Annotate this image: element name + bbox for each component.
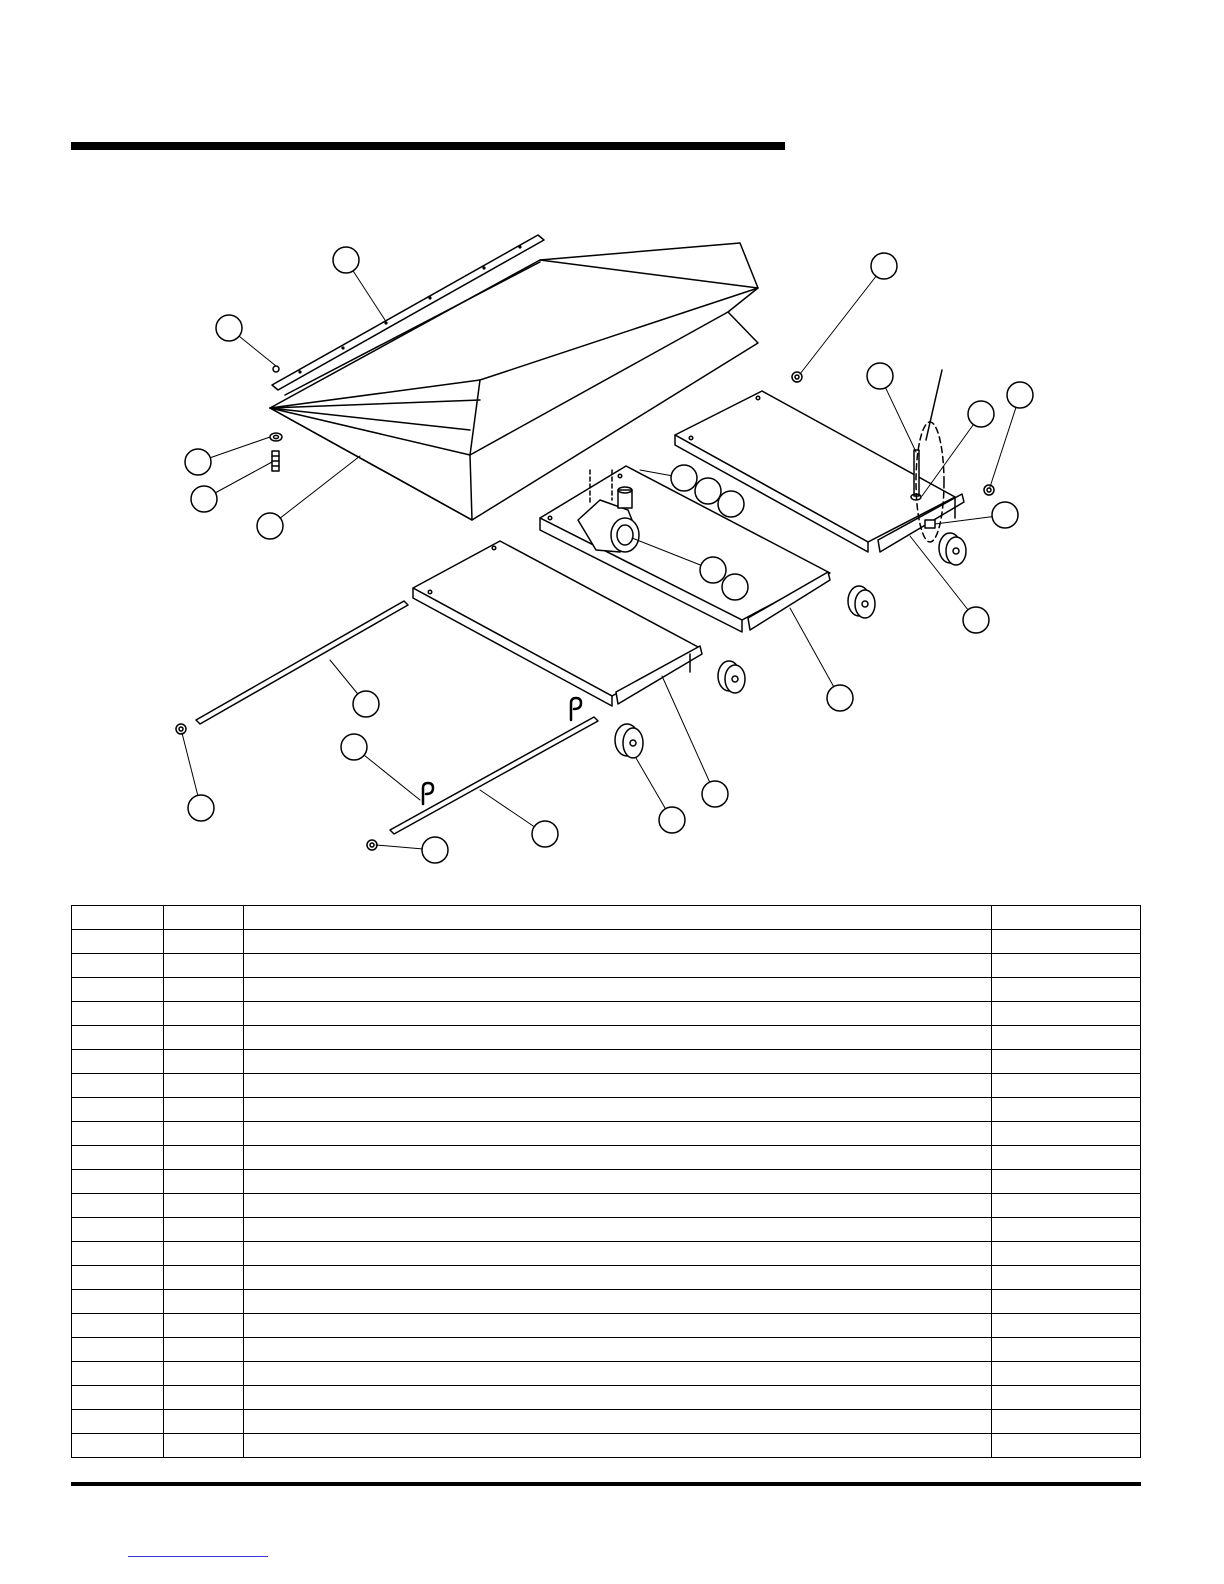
table-cell [164,1218,244,1242]
table-cell [164,1242,244,1266]
table-cell [244,1290,992,1314]
table-cell [992,1410,1141,1434]
table-cell [992,1146,1141,1170]
table-row [72,1434,1141,1458]
table-cell [992,978,1141,1002]
table-cell [992,1242,1141,1266]
table-row [72,1002,1141,1026]
table-cell [72,1434,164,1458]
table-cell [72,954,164,978]
table-row [72,1338,1141,1362]
table-cell [72,930,164,954]
table-cell [244,1074,992,1098]
table-cell [244,1050,992,1074]
table-cell [244,1170,992,1194]
table-cell [72,1242,164,1266]
table-row [72,1386,1141,1410]
table-cell [164,1386,244,1410]
table-row [72,1122,1141,1146]
table-cell [244,1194,992,1218]
table-cell [164,1410,244,1434]
table-cell [164,906,244,930]
table-cell [72,1386,164,1410]
table-row [72,1098,1141,1122]
table-row [72,1146,1141,1170]
table-cell [72,1314,164,1338]
table-cell [992,1050,1141,1074]
table-row [72,1194,1141,1218]
hitch-pins [423,698,581,804]
table-row [72,1290,1141,1314]
table-cell [992,1170,1141,1194]
table-row [72,1362,1141,1386]
table-row [72,906,1141,930]
table-cell [164,1434,244,1458]
table-cell [164,1266,244,1290]
table-cell [72,978,164,1002]
table-cell [992,1314,1141,1338]
table-cell [244,930,992,954]
table-cell [164,1290,244,1314]
bottom-rule [71,1482,1141,1486]
table-cell [244,1362,992,1386]
table-cell [992,1386,1141,1410]
table-cell [992,954,1141,978]
table-cell [244,1122,992,1146]
table-cell [164,1122,244,1146]
table-cell [72,1026,164,1050]
table-cell [164,1314,244,1338]
table-cell [72,1290,164,1314]
footer-link-underline[interactable] [128,1556,268,1557]
table-cell [244,1266,992,1290]
table-cell [72,1194,164,1218]
table-cell [72,1266,164,1290]
table-row [72,1074,1141,1098]
table-cell [72,1074,164,1098]
table-cell [164,978,244,1002]
table-cell [992,1218,1141,1242]
table-row [72,1242,1141,1266]
table-cell [164,1194,244,1218]
table-cell [992,1290,1141,1314]
table-cell [244,1002,992,1026]
table-cell [992,1434,1141,1458]
table-cell [244,978,992,1002]
table-cell [72,1146,164,1170]
table-cell [164,1050,244,1074]
table-cell [992,1194,1141,1218]
table-cell [244,1410,992,1434]
table-row [72,1218,1141,1242]
table-cell [164,1338,244,1362]
table-cell [992,1266,1141,1290]
table-cell [72,1122,164,1146]
table-cell [992,906,1141,930]
table-cell [244,1026,992,1050]
table-cell [164,1170,244,1194]
table-cell [244,1386,992,1410]
table-cell [244,1218,992,1242]
table-cell [992,1074,1141,1098]
table-cell [244,954,992,978]
table-cell [164,930,244,954]
table-cell [72,1362,164,1386]
table-cell [992,1098,1141,1122]
table-cell [72,1170,164,1194]
table-cell [244,1314,992,1338]
table-cell [72,1050,164,1074]
table-row [72,930,1141,954]
table-row [72,978,1141,1002]
table-row [72,1170,1141,1194]
table-cell [72,1410,164,1434]
table-cell [164,1002,244,1026]
table-cell [72,1098,164,1122]
table-cell [244,1098,992,1122]
table-cell [164,1362,244,1386]
table-cell [164,954,244,978]
table-cell [992,930,1141,954]
table-cell [164,1146,244,1170]
table-row [72,1026,1141,1050]
table-cell [992,1122,1141,1146]
table-row [72,1314,1141,1338]
table-cell [164,1098,244,1122]
table-cell [72,1218,164,1242]
table-cell [244,1338,992,1362]
table-cell [244,1242,992,1266]
table-row [72,1266,1141,1290]
table-cell [72,1338,164,1362]
table-cell [992,1002,1141,1026]
table-row [72,954,1141,978]
table-cell [244,906,992,930]
table-cell [72,1002,164,1026]
table-cell [244,1146,992,1170]
table-cell [164,1026,244,1050]
parts-list-table [71,905,1141,1458]
table-cell [992,1026,1141,1050]
table-cell [992,1338,1141,1362]
table-cell [244,1434,992,1458]
table-row [72,1410,1141,1434]
table-row [72,1050,1141,1074]
table-cell [72,906,164,930]
table-cell [992,1362,1141,1386]
table-cell [164,1074,244,1098]
